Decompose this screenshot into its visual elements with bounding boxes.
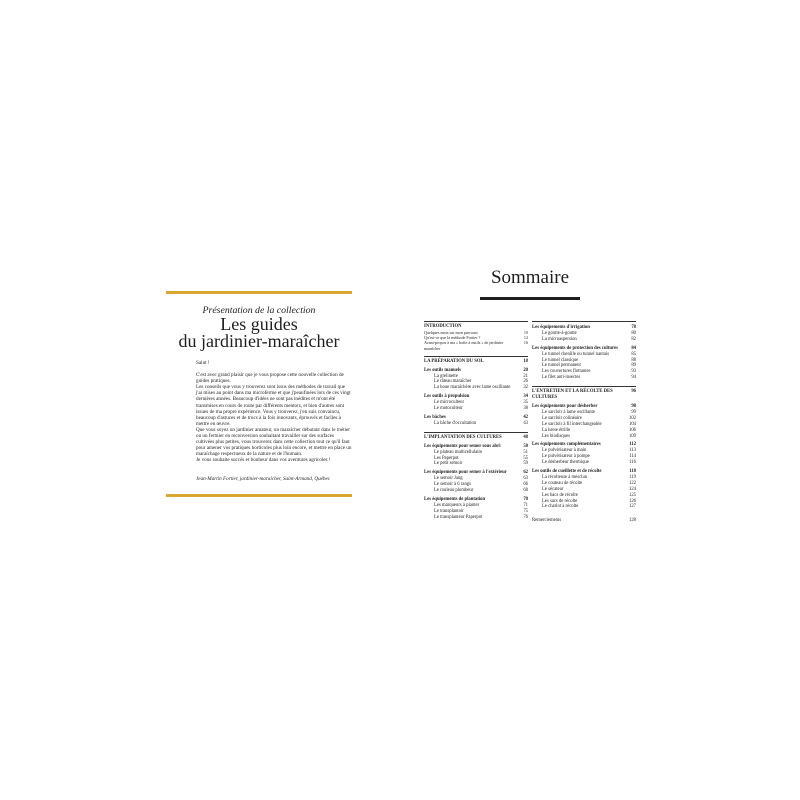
toc-entry-page: 128 bbox=[628, 518, 636, 524]
toc-entry-title: Le rouleau plombeur bbox=[434, 488, 474, 494]
toc-entry-title: Les équipements de plantation bbox=[424, 496, 486, 502]
toc-entry-page: 51 bbox=[523, 449, 528, 455]
toc-entry-item bbox=[424, 488, 528, 494]
toc-entry-page: 20 bbox=[523, 367, 528, 373]
toc-entry-title: Les outils manuels bbox=[424, 367, 461, 373]
toc-entry-title: Les marqueurs à planter bbox=[434, 502, 480, 508]
toc-entry-page: 62 bbox=[523, 470, 528, 476]
toc-entry-title: Le couteau de récolte bbox=[542, 480, 583, 486]
toc-entry-item bbox=[532, 375, 636, 381]
toc-entry-item bbox=[424, 515, 528, 521]
toc-entry-title: Le désherbeur thermique bbox=[542, 460, 589, 466]
toc-entry-title: La herse étrille bbox=[542, 427, 571, 433]
toc-entry-title: Les équipements complémentaires bbox=[532, 442, 601, 448]
toc-entry-page: 122 bbox=[628, 480, 636, 486]
toc-entry-title: Le tunnel chenille ou tunnel nantais bbox=[542, 351, 610, 357]
toc-entry-page: 70 bbox=[523, 496, 528, 502]
toc-entry-title: Le filet anti-insectes bbox=[542, 375, 581, 381]
toc-entry-title: Le plateau multicellulaire bbox=[434, 449, 483, 455]
toc-entry-title: Le sécateur bbox=[542, 486, 564, 492]
toc-entry-title: Les sacs de récolte bbox=[542, 498, 578, 504]
toc-entry-title: Les équipements pour désherber bbox=[532, 403, 598, 409]
toc-entry-major bbox=[424, 359, 528, 365]
toc-entry-title: Le semoir à 6 rangs bbox=[434, 482, 471, 488]
toc-entry-title: Le motoculteur bbox=[434, 406, 463, 412]
toc-entry-title: La houe maraîchère avec lame oscillante bbox=[434, 385, 511, 391]
toc-right-column bbox=[532, 319, 636, 524]
toc-entry-page: 10 bbox=[523, 329, 528, 335]
toc-entry-page: 127 bbox=[628, 504, 636, 510]
toc-entry-page: 66 bbox=[523, 482, 528, 488]
toc-entry-title: Le sarcloir à lame oscillante bbox=[542, 409, 595, 415]
toc-entry-page: 106 bbox=[628, 427, 636, 433]
toc-entry-page: 104 bbox=[628, 421, 636, 427]
toc-entry-page: 102 bbox=[628, 415, 636, 421]
toc-entry-remerciements bbox=[532, 518, 636, 524]
toc-entry-page: 12 bbox=[523, 335, 528, 341]
toc-entry-title: Qu'est-ce que la méthode Fortier ? bbox=[424, 335, 481, 341]
toc-entry-page: 118 bbox=[629, 469, 636, 475]
toc-entry-title: Le pulvérisateur à main bbox=[542, 448, 587, 454]
section-gap bbox=[424, 351, 528, 354]
toc-entry-item bbox=[532, 460, 636, 466]
toc-entry-page: 76 bbox=[523, 514, 528, 520]
section-divider bbox=[424, 356, 528, 357]
toc-entry-page: 21 bbox=[523, 373, 528, 379]
toc-entry-title: Les biodisques bbox=[542, 433, 570, 439]
toc-entry-page: 96 bbox=[631, 389, 636, 395]
toc-entry-title: Remerciements bbox=[532, 518, 562, 524]
toc-entry-title: Le petit semoir bbox=[434, 461, 463, 467]
bottom-gold-rule bbox=[166, 494, 352, 497]
toc-entry-page: 112 bbox=[629, 442, 636, 448]
toc-entry-title: Les équipements pour semer à l'extérieur bbox=[424, 470, 507, 476]
intro-body bbox=[166, 360, 352, 482]
toc-entry-major bbox=[532, 389, 636, 401]
toc-entry-page: 89 bbox=[631, 363, 636, 369]
toc-entry-title: Les Paperpot bbox=[434, 455, 459, 461]
intro-paragraph: Je vous souhaite succès et bonheur dans vos aventures agricoles ! bbox=[196, 457, 331, 464]
intro-signature: Jean-Martin Fortier, jardinier-maraîcher, Saint-Armand, Québec bbox=[196, 475, 331, 482]
toc-entry-page: 48 bbox=[523, 434, 528, 440]
toc-entry-title: Le sarcloir colinéaire bbox=[542, 415, 582, 421]
toc-entry-title: La microaspersion bbox=[542, 336, 577, 342]
toc-entry-title: La récolteuse à mesclun bbox=[542, 474, 588, 480]
toc-entry-page: 26 bbox=[523, 379, 528, 385]
toc-entry-page: 34 bbox=[523, 394, 528, 400]
toc-entry-page: 16 bbox=[523, 340, 528, 346]
toc-entry-title: La grelinette bbox=[434, 373, 458, 379]
toc-entry-title: Les équipements d'irrigation bbox=[532, 325, 590, 330]
toc-entry-title: Le chariot à récolte bbox=[542, 504, 579, 510]
toc-entry-page: 78 bbox=[631, 325, 636, 330]
sommaire-title: Sommaire bbox=[490, 267, 570, 288]
toc-entry-note bbox=[424, 340, 528, 350]
toc-entry-page: 63 bbox=[523, 476, 528, 482]
toc-entry-title: Avant-propos à ma « boîte à outils » de jardinier maraîcher bbox=[424, 340, 504, 351]
toc-entry-page: 126 bbox=[628, 498, 636, 504]
intro-subtitle: Présentation de la collection bbox=[202, 305, 316, 316]
toc-entry-title: Le tunnel classique bbox=[542, 357, 579, 363]
toc-entry-title: Le pulvérisateur à pompe bbox=[542, 454, 590, 460]
toc-entry-page: 94 bbox=[631, 375, 636, 381]
toc-entry-page: 116 bbox=[629, 460, 636, 466]
toc-entry-title: Les outils de cueillette et de récolte bbox=[532, 469, 602, 475]
toc-entry-item bbox=[424, 461, 528, 467]
section-gap bbox=[424, 427, 528, 430]
intro-salutation: Salut ! bbox=[196, 360, 210, 366]
toc-left-column bbox=[424, 319, 528, 521]
toc-entry-page: 68 bbox=[523, 488, 528, 494]
toc-entry-page: 82 bbox=[631, 336, 636, 342]
top-gold-rule bbox=[166, 291, 352, 294]
toc-entry-page: 114 bbox=[629, 454, 636, 460]
section-divider bbox=[532, 386, 636, 387]
toc-entry-page: 99 bbox=[631, 409, 636, 415]
toc-entry-title: L'ENTRETIEN ET LA RÉCOLTE DES CULTURES bbox=[532, 389, 613, 401]
toc-entry-title: Les bâches bbox=[424, 414, 446, 420]
toc-entry-page: 71 bbox=[523, 502, 528, 508]
toc-entry-title: LA PRÉPARATION DU SOL bbox=[424, 358, 484, 364]
toc-entry-title: Quelques mots sur mon parcours bbox=[424, 329, 478, 335]
toc-entry-title: Le transplanteur Paperpot bbox=[434, 514, 483, 520]
intro-paragraph: Les conseils que vous y trouverez sont issus des méthodes de travail que j'ai mises au point dans ma microferme et que j'peaufinées lors de ces vingt dernières années. Beaucoup d'idées ne sont pas inédites et m'ont été transmises en cours de route par différents mentors, et bien d'autres sont issues de ma propre expérience. Vous y trouverez, j'en suis convaincu, beaucoup d'astuces et de trucs à la fois innovants, éprouvés et faciles à mettre en œuvre. bbox=[196, 384, 351, 427]
section-divider bbox=[424, 321, 528, 322]
toc-entry-item bbox=[424, 421, 528, 427]
collection-presentation bbox=[166, 291, 352, 497]
toc-entry-page: 84 bbox=[631, 345, 636, 351]
section-divider bbox=[424, 432, 528, 433]
toc-entry-title: Le tunnel permanent bbox=[542, 363, 581, 369]
toc-entry-page: 35 bbox=[523, 400, 528, 406]
intro-title-line-2: du jardinier-maraîcher bbox=[178, 331, 340, 351]
toc-entry-page: 42 bbox=[523, 414, 528, 420]
toc-entry-page: 113 bbox=[629, 448, 636, 454]
toc-entry-title: Le râteau maraîcher bbox=[434, 379, 472, 385]
toc-entry-major bbox=[424, 435, 528, 441]
toc-entry-page: 125 bbox=[628, 492, 636, 498]
toc-entry-title: Les équipements pour semer sous abri bbox=[424, 443, 501, 449]
toc-entry-item bbox=[532, 504, 636, 510]
toc-entry-item bbox=[424, 385, 528, 391]
toc-entry-title: Le transplantoir bbox=[434, 508, 464, 514]
toc-entry-page: 50 bbox=[523, 443, 528, 449]
section-divider bbox=[532, 321, 636, 322]
toc-entry-page: 80 bbox=[631, 330, 636, 336]
toc-entry-title: Les bacs de récolte bbox=[542, 492, 578, 498]
toc-entry-page: 88 bbox=[631, 357, 636, 363]
sommaire-title-rule bbox=[480, 297, 580, 300]
toc-entry-page: 124 bbox=[628, 486, 636, 492]
toc-entry-title: Le goutte-à-goutte bbox=[542, 330, 577, 336]
toc-entry-title: INTRODUCTION bbox=[424, 324, 462, 329]
toc-entry-item bbox=[424, 406, 528, 412]
toc-entry-title: Le sarcloir à fil interchangeable bbox=[542, 421, 602, 427]
intro-paragraph: C'est avec grand plaisir que je vous propose cette nouvelle collection de guides pratiques. bbox=[196, 372, 344, 385]
toc-entry-title: L'IMPLANTATION DES CULTURES bbox=[424, 434, 502, 440]
toc-entry-page: 32 bbox=[523, 385, 528, 391]
toc-entry-title: Le semoir Jang bbox=[434, 476, 463, 482]
toc-entry-page: 93 bbox=[631, 369, 636, 375]
toc-entry-title: Le microculteur bbox=[434, 400, 465, 406]
toc-entry-page: 98 bbox=[631, 403, 636, 409]
intro-heading bbox=[166, 305, 352, 350]
toc-entry-page: 18 bbox=[523, 358, 528, 364]
toc-entry-page: 75 bbox=[523, 508, 528, 514]
toc-entry-page: 85 bbox=[631, 351, 636, 357]
toc-entry-page: 119 bbox=[629, 474, 636, 480]
toc-entry-page: 109 bbox=[628, 433, 636, 439]
section-gap bbox=[532, 381, 636, 384]
intro-title-line-1: Les guides bbox=[220, 314, 298, 334]
toc-entry-item bbox=[532, 337, 636, 343]
toc-entry-page: 59 bbox=[523, 461, 528, 467]
intro-paragraph: Que vous soyez un jardinier amateur, un maraîcher débutant dans le métier ou un fermier en reconversion souhaitant travailler sur des surfaces cultivées plus petites, vous trouverez dans cette collection tout ce qu'il faut pour amener vos pratiques horticoles plus loin encore, et mettre en place un maraîchage respectueux de la nature et de l'humain. bbox=[196, 426, 352, 458]
toc-entry-title: Les équipements de protection des cultures bbox=[532, 345, 618, 351]
toc-entry-title: La bâche d'occultation bbox=[434, 420, 477, 426]
toc-entry-title: Les outils à propulsion bbox=[424, 394, 470, 400]
toc-entry-page: 38 bbox=[523, 406, 528, 412]
toc-entry-title: Les couvertures flottantes bbox=[542, 369, 591, 375]
toc-entry-page: 43 bbox=[523, 420, 528, 426]
toc-entry-item bbox=[532, 434, 636, 440]
toc-entry-page: 55 bbox=[523, 455, 528, 461]
